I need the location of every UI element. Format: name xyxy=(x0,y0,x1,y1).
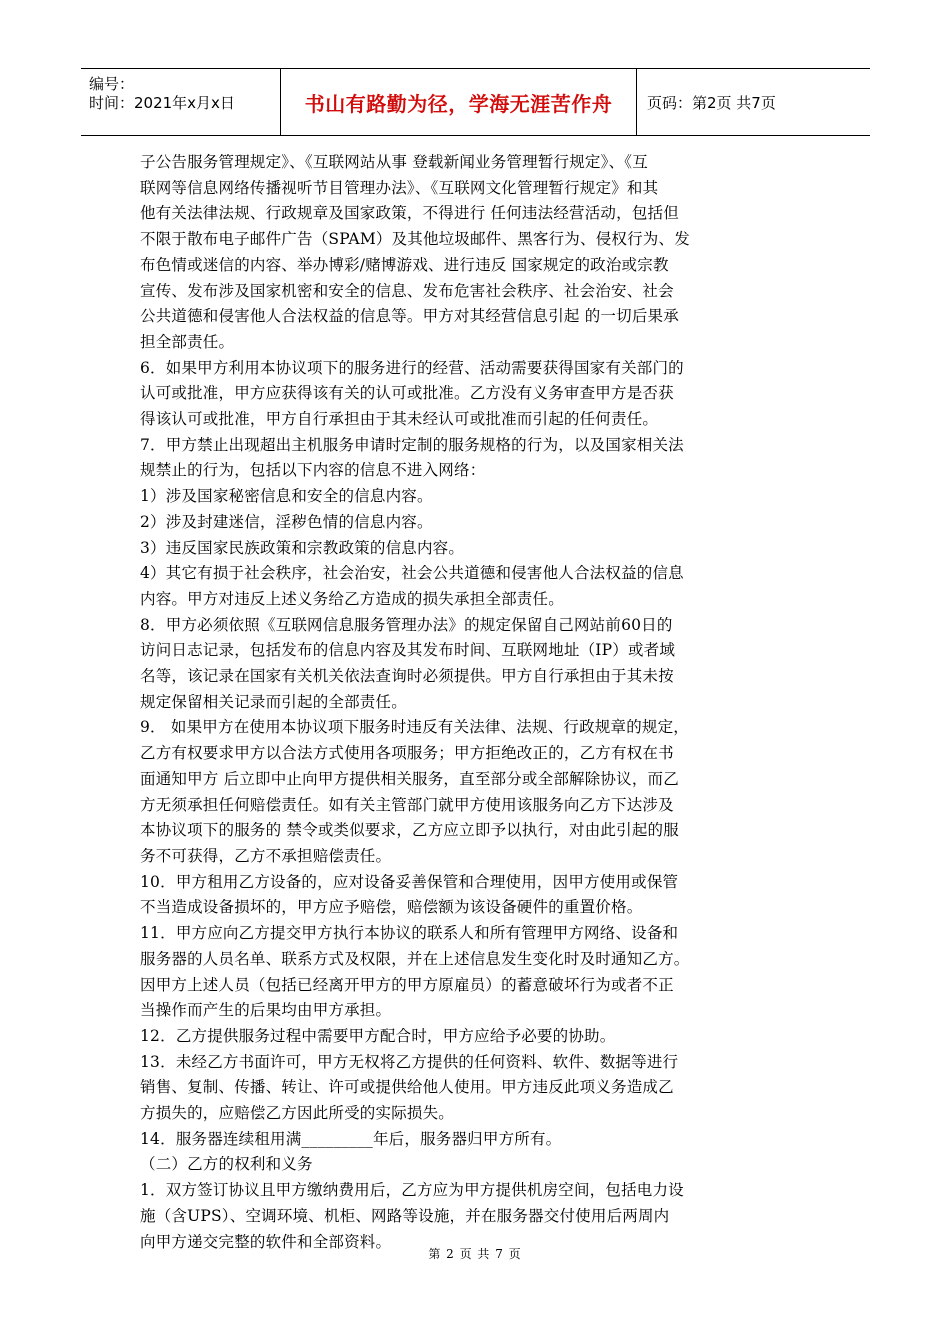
document-body xyxy=(140,150,812,1255)
body-line: 7．甲方禁止出现超出主机服务申请时定制的服务规格的行为，以及国家相关法 xyxy=(140,435,684,454)
body-line: 不当造成设备损坏的，甲方应予赔偿，赔偿额为该设备硬件的重置价格。 xyxy=(140,898,643,917)
header-meta xyxy=(81,69,281,135)
body-line: 当操作而产生的后果均由甲方承担。 xyxy=(140,1001,392,1020)
body-line: 8．甲方必须依照《互联网信息服务管理办法》的规定保留自己网站前60日的 xyxy=(140,615,673,634)
header-page-number: 页码：第2页 共7页 xyxy=(647,93,776,112)
body-line: 宣传、发布涉及国家机密和安全的信息、发布危害社会秩序、社会治安、社会 xyxy=(140,281,674,300)
body-line: 名等，该记录在国家有关机关依法查询时必须提供。甲方自行承担由于其未按 xyxy=(140,667,674,686)
body-line: 面通知甲方 后立即中止向甲方提供相关服务，直至部分或全部解除协议，而乙 xyxy=(140,769,679,788)
body-line: 1）涉及国家秘密信息和安全的信息内容。 xyxy=(140,487,433,506)
page-header xyxy=(81,68,870,136)
body-line: 联网等信息网络传播视听节目管理办法》、《互联网文化管理暂行规定》和其 xyxy=(140,178,659,197)
body-line: 9． 如果甲方在使用本协议项下服务时违反有关法律、法规、行政规章的规定， xyxy=(140,718,689,737)
body-line: 向甲方递交完整的软件和全部资料。 xyxy=(140,1232,392,1251)
body-line: 10．甲方租用乙方设备的，应对设备妥善保管和合理使用，因甲方使用或保管 xyxy=(140,872,679,891)
body-line: 本协议项下的服务的 禁令或类似要求，乙方应立即予以执行，对由此引起的服 xyxy=(140,821,679,840)
body-line: 因甲方上述人员（包括已经离开甲方的甲方原雇员）的蓄意破坏行为或者不正 xyxy=(140,975,674,994)
body-line: 不限于散布电子邮件广告（SPAM）及其他垃圾邮件、黑客行为、侵权行为、发 xyxy=(140,230,690,249)
body-line: （二）乙方的权利和义务 xyxy=(140,1155,313,1174)
body-line: 14．服务器连续租用满_________年后，服务器归甲方所有。 xyxy=(140,1129,562,1148)
body-line: 子公告服务管理规定》、《互联网站从事 登载新闻业务管理暂行规定》、《互 xyxy=(140,153,648,171)
body-line: 务不可获得，乙方不承担赔偿责任。 xyxy=(140,846,392,865)
body-line: 6．如果甲方利用本协议项下的服务进行的经营、活动需要获得国家有关部门的 xyxy=(140,358,684,377)
body-line: 访问日志记录，包括发布的信息内容及其发布时间、互联网地址（IP）或者域 xyxy=(140,641,676,660)
body-line: 服务器的人员名单、联系方式及权限，并在上述信息发生变化时及时通知乙方。 xyxy=(140,949,690,968)
document-number-label: 编号： xyxy=(89,75,135,93)
body-line: 认可或批准，甲方应获得该有关的认可或批准。乙方没有义务审查甲方是否获 xyxy=(140,384,674,403)
body-line: 规定保留相关记录而引起的全部责任。 xyxy=(140,692,407,711)
body-line: 布色情或迷信的内容、举办博彩/赌博游戏、进行违反 国家规定的政治或宗教 xyxy=(140,255,669,274)
body-line: 施（含UPS）、空调环境、机柜、网路等设施，并在服务器交付使用后两周内 xyxy=(140,1206,670,1225)
body-line: 得该认可或批准，甲方自行承担由于其未经认可或批准而引起的任何责任。 xyxy=(140,410,659,429)
body-line: 方损失的，应赔偿乙方因此所受的实际损失。 xyxy=(140,1104,455,1123)
body-line: 12．乙方提供服务过程中需要甲方配合时，甲方应给予必要的协助。 xyxy=(140,1026,616,1045)
body-line: 内容。甲方对违反上述义务给乙方造成的损失承担全部责任。 xyxy=(140,589,564,608)
body-line: 规禁止的行为，包括以下内容的信息不进入网络： xyxy=(140,461,486,480)
body-line: 担全部责任。 xyxy=(140,332,235,351)
body-line: 方无须承担任何赔偿责任。如有关主管部门就甲方使用该服务向乙方下达涉及 xyxy=(140,795,674,814)
body-line: 11．甲方应向乙方提交甲方执行本协议的联系人和所有管理甲方网络、设备和 xyxy=(140,924,679,943)
body-line: 公共道德和侵害他人合法权益的信息等。甲方对其经营信息引起 的一切后果承 xyxy=(140,307,679,326)
body-line: 乙方有权要求甲方以合法方式使用各项服务；甲方拒绝改正的，乙方有权在书 xyxy=(140,744,674,763)
body-line: 4）其它有损于社会秩序，社会治安，社会公共道德和侵害他人合法权益的信息 xyxy=(140,564,684,583)
body-line: 2）涉及封建迷信，淫秽色情的信息内容。 xyxy=(140,512,433,531)
document-date-label: 时间：2021年x月x日 xyxy=(89,94,235,112)
body-line: 1．双方签订协议且甲方缴纳费用后，乙方应为甲方提供机房空间，包括电力设 xyxy=(140,1181,684,1200)
body-line: 他有关法律法规、行政规章及国家政策，不得进行 任何违法经营活动，包括但 xyxy=(140,204,679,223)
page-footer: 第 2 页 共 7 页 xyxy=(428,1247,522,1261)
header-motto: 书山有路勤为径，学海无涯苦作舟 xyxy=(281,69,637,135)
body-line: 3）违反国家民族政策和宗教政策的信息内容。 xyxy=(140,538,465,557)
body-line: 13．未经乙方书面许可，甲方无权将乙方提供的任何资料、软件、数据等进行 xyxy=(140,1052,679,1071)
body-line: 销售、复制、传播、转让、许可或提供给他人使用。甲方违反此项义务造成乙 xyxy=(140,1078,674,1097)
